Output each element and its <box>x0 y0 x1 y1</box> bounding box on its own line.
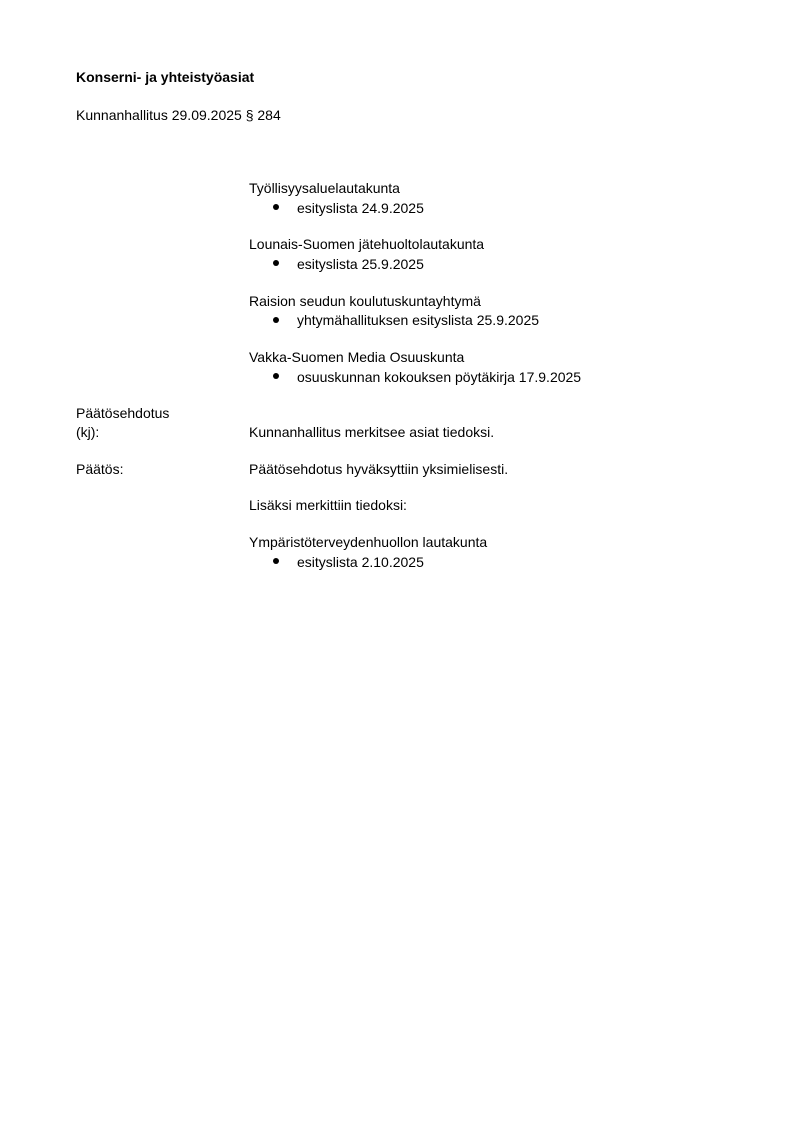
body-name: Lounais-Suomen jätehuoltolautakunta <box>249 236 485 252</box>
proposal-text: Kunnanhallitus merkitsee asiat tiedoksi. <box>249 424 495 440</box>
bullet-icon <box>273 317 279 323</box>
decision-text: Päätösehdotus hyväksyttiin yksimielisesti. <box>249 461 509 477</box>
proposal-label-line1: Päätösehdotus <box>76 405 170 421</box>
body-name: Raision seudun koulutuskuntayhtymä <box>249 293 481 309</box>
bullet-icon <box>273 558 279 564</box>
additional-notice: Lisäksi merkittiin tiedoksi: <box>249 497 407 513</box>
bullet-icon <box>273 260 279 266</box>
body-name: Ympäristöterveydenhuollon lautakunta <box>249 534 488 550</box>
list-item: osuuskunnan kokouksen pöytäkirja 17.9.2025 <box>297 369 582 385</box>
meeting-reference: Kunnanhallitus 29.09.2025 § 284 <box>76 107 281 123</box>
list-item: esityslista 25.9.2025 <box>297 256 424 272</box>
body-name: Työllisyysaluelautakunta <box>249 180 400 196</box>
body-name: Vakka-Suomen Media Osuuskunta <box>249 349 465 365</box>
list-item: esityslista 2.10.2025 <box>297 554 424 570</box>
decision-label: Päätös: <box>76 461 124 477</box>
list-item: esityslista 24.9.2025 <box>297 200 424 216</box>
bullet-icon <box>273 204 279 210</box>
bullet-icon <box>273 373 279 379</box>
proposal-label-line2: (kj): <box>76 424 100 440</box>
document-title: Konserni- ja yhteistyöasiat <box>76 69 255 85</box>
list-item: yhtymähallituksen esityslista 25.9.2025 <box>297 312 540 328</box>
